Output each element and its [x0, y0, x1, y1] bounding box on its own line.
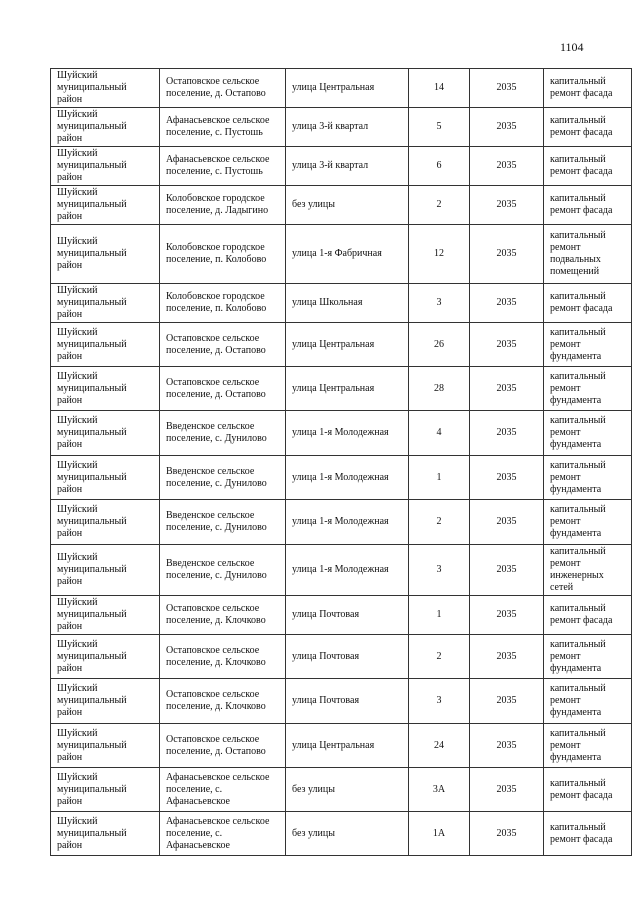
- settlement-cell: Афанасьевское сельское поселение, с. Пустошь: [160, 147, 286, 186]
- table-row: [51, 367, 632, 411]
- work-type-cell: капитальный ремонт фундамента: [544, 323, 632, 367]
- street-cell: улица Почтовая: [286, 596, 409, 635]
- house-number-cell: 6: [409, 147, 470, 186]
- work-type-cell: капитальный ремонт инженерных сетей: [544, 545, 632, 596]
- registry-table-body: [51, 69, 632, 856]
- year-cell: 2035: [470, 108, 544, 147]
- street-cell: улица Центральная: [286, 323, 409, 367]
- house-number-cell: 1: [409, 456, 470, 500]
- table-row: [51, 284, 632, 323]
- year-cell: 2035: [470, 147, 544, 186]
- table-row: [51, 635, 632, 679]
- district-cell: Шуйский муниципальный район: [51, 323, 160, 367]
- house-number-cell: 14: [409, 69, 470, 108]
- work-type-cell: капитальный ремонт фасада: [544, 186, 632, 225]
- house-number-cell: 2: [409, 635, 470, 679]
- work-type-cell: капитальный ремонт фасада: [544, 69, 632, 108]
- house-number-cell: 3: [409, 284, 470, 323]
- street-cell: улица 1-я Фабричная: [286, 225, 409, 284]
- year-cell: 2035: [470, 69, 544, 108]
- house-number-cell: 28: [409, 367, 470, 411]
- street-cell: улица Центральная: [286, 724, 409, 768]
- year-cell: 2035: [470, 635, 544, 679]
- district-cell: Шуйский муниципальный район: [51, 635, 160, 679]
- settlement-cell: Остаповское сельское поселение, д. Клочково: [160, 679, 286, 724]
- settlement-cell: Колобовское городское поселение, п. Колобово: [160, 284, 286, 323]
- house-number-cell: 3: [409, 679, 470, 724]
- year-cell: 2035: [470, 596, 544, 635]
- settlement-cell: Афанасьевское сельское поселение, с. Пустошь: [160, 108, 286, 147]
- table-row: [51, 596, 632, 635]
- district-cell: Шуйский муниципальный район: [51, 596, 160, 635]
- district-cell: Шуйский муниципальный район: [51, 186, 160, 225]
- registry-table: [50, 68, 632, 856]
- house-number-cell: 2: [409, 500, 470, 545]
- work-type-cell: капитальный ремонт фундамента: [544, 367, 632, 411]
- street-cell: улица Почтовая: [286, 635, 409, 679]
- year-cell: 2035: [470, 411, 544, 456]
- work-type-cell: капитальный ремонт фундамента: [544, 724, 632, 768]
- street-cell: без улицы: [286, 186, 409, 225]
- work-type-cell: капитальный ремонт фасада: [544, 812, 632, 856]
- work-type-cell: капитальный ремонт фундамента: [544, 411, 632, 456]
- street-cell: без улицы: [286, 812, 409, 856]
- district-cell: Шуйский муниципальный район: [51, 284, 160, 323]
- table-row: [51, 545, 632, 596]
- table-row: [51, 69, 632, 108]
- house-number-cell: 1А: [409, 812, 470, 856]
- settlement-cell: Введенское сельское поселение, с. Дунилово: [160, 500, 286, 545]
- street-cell: улица 3-й квартал: [286, 147, 409, 186]
- work-type-cell: капитальный ремонт подвальных помещений: [544, 225, 632, 284]
- street-cell: улица Школьная: [286, 284, 409, 323]
- district-cell: Шуйский муниципальный район: [51, 411, 160, 456]
- settlement-cell: Остаповское сельское поселение, д. Остапово: [160, 69, 286, 108]
- street-cell: улица 1-я Молодежная: [286, 456, 409, 500]
- year-cell: 2035: [470, 186, 544, 225]
- work-type-cell: капитальный ремонт фундамента: [544, 679, 632, 724]
- settlement-cell: Колобовское городское поселение, д. Ладыгино: [160, 186, 286, 225]
- table-row: [51, 225, 632, 284]
- district-cell: Шуйский муниципальный район: [51, 768, 160, 812]
- district-cell: Шуйский муниципальный район: [51, 225, 160, 284]
- year-cell: 2035: [470, 367, 544, 411]
- work-type-cell: капитальный ремонт фасада: [544, 108, 632, 147]
- table-row: [51, 500, 632, 545]
- table-row: [51, 768, 632, 812]
- year-cell: 2035: [470, 545, 544, 596]
- district-cell: Шуйский муниципальный район: [51, 456, 160, 500]
- table-row: [51, 186, 632, 225]
- district-cell: Шуйский муниципальный район: [51, 108, 160, 147]
- street-cell: улица 1-я Молодежная: [286, 411, 409, 456]
- settlement-cell: Введенское сельское поселение, с. Дунилово: [160, 411, 286, 456]
- settlement-cell: Остаповское сельское поселение, д. Остапово: [160, 323, 286, 367]
- year-cell: 2035: [470, 323, 544, 367]
- work-type-cell: капитальный ремонт фундамента: [544, 500, 632, 545]
- work-type-cell: капитальный ремонт фасада: [544, 596, 632, 635]
- district-cell: Шуйский муниципальный район: [51, 500, 160, 545]
- table-row: [51, 108, 632, 147]
- district-cell: Шуйский муниципальный район: [51, 545, 160, 596]
- work-type-cell: капитальный ремонт фундамента: [544, 456, 632, 500]
- district-cell: Шуйский муниципальный район: [51, 724, 160, 768]
- settlement-cell: Введенское сельское поселение, с. Дунилово: [160, 545, 286, 596]
- district-cell: Шуйский муниципальный район: [51, 147, 160, 186]
- street-cell: улица Центральная: [286, 367, 409, 411]
- house-number-cell: 12: [409, 225, 470, 284]
- year-cell: 2035: [470, 225, 544, 284]
- year-cell: 2035: [470, 456, 544, 500]
- table-row: [51, 679, 632, 724]
- year-cell: 2035: [470, 284, 544, 323]
- table-row: [51, 323, 632, 367]
- district-cell: Шуйский муниципальный район: [51, 679, 160, 724]
- settlement-cell: Афанасьевское сельское поселение, с. Афанасьевское: [160, 768, 286, 812]
- table-row: [51, 456, 632, 500]
- house-number-cell: 5: [409, 108, 470, 147]
- year-cell: 2035: [470, 724, 544, 768]
- settlement-cell: Введенское сельское поселение, с. Дунилово: [160, 456, 286, 500]
- street-cell: улица Почтовая: [286, 679, 409, 724]
- house-number-cell: 3: [409, 545, 470, 596]
- year-cell: 2035: [470, 812, 544, 856]
- house-number-cell: 1: [409, 596, 470, 635]
- table-row: [51, 411, 632, 456]
- street-cell: улица 1-я Молодежная: [286, 545, 409, 596]
- table-row: [51, 147, 632, 186]
- district-cell: Шуйский муниципальный район: [51, 69, 160, 108]
- district-cell: Шуйский муниципальный район: [51, 812, 160, 856]
- page-number: 1104: [560, 40, 584, 54]
- district-cell: Шуйский муниципальный район: [51, 367, 160, 411]
- street-cell: улица 1-я Молодежная: [286, 500, 409, 545]
- house-number-cell: 2: [409, 186, 470, 225]
- settlement-cell: Афанасьевское сельское поселение, с. Афанасьевское: [160, 812, 286, 856]
- settlement-cell: Колобовское городское поселение, п. Колобово: [160, 225, 286, 284]
- table-row: [51, 724, 632, 768]
- settlement-cell: Остаповское сельское поселение, д. Клочково: [160, 635, 286, 679]
- house-number-cell: 24: [409, 724, 470, 768]
- work-type-cell: капитальный ремонт фундамента: [544, 635, 632, 679]
- settlement-cell: Остаповское сельское поселение, д. Остапово: [160, 724, 286, 768]
- settlement-cell: Остаповское сельское поселение, д. Остапово: [160, 367, 286, 411]
- work-type-cell: капитальный ремонт фасада: [544, 284, 632, 323]
- street-cell: улица Центральная: [286, 69, 409, 108]
- street-cell: без улицы: [286, 768, 409, 812]
- house-number-cell: 26: [409, 323, 470, 367]
- work-type-cell: капитальный ремонт фасада: [544, 147, 632, 186]
- house-number-cell: 3А: [409, 768, 470, 812]
- table-row: [51, 812, 632, 856]
- work-type-cell: капитальный ремонт фасада: [544, 768, 632, 812]
- settlement-cell: Остаповское сельское поселение, д. Клочково: [160, 596, 286, 635]
- year-cell: 2035: [470, 500, 544, 545]
- house-number-cell: 4: [409, 411, 470, 456]
- street-cell: улица 3-й квартал: [286, 108, 409, 147]
- year-cell: 2035: [470, 679, 544, 724]
- year-cell: 2035: [470, 768, 544, 812]
